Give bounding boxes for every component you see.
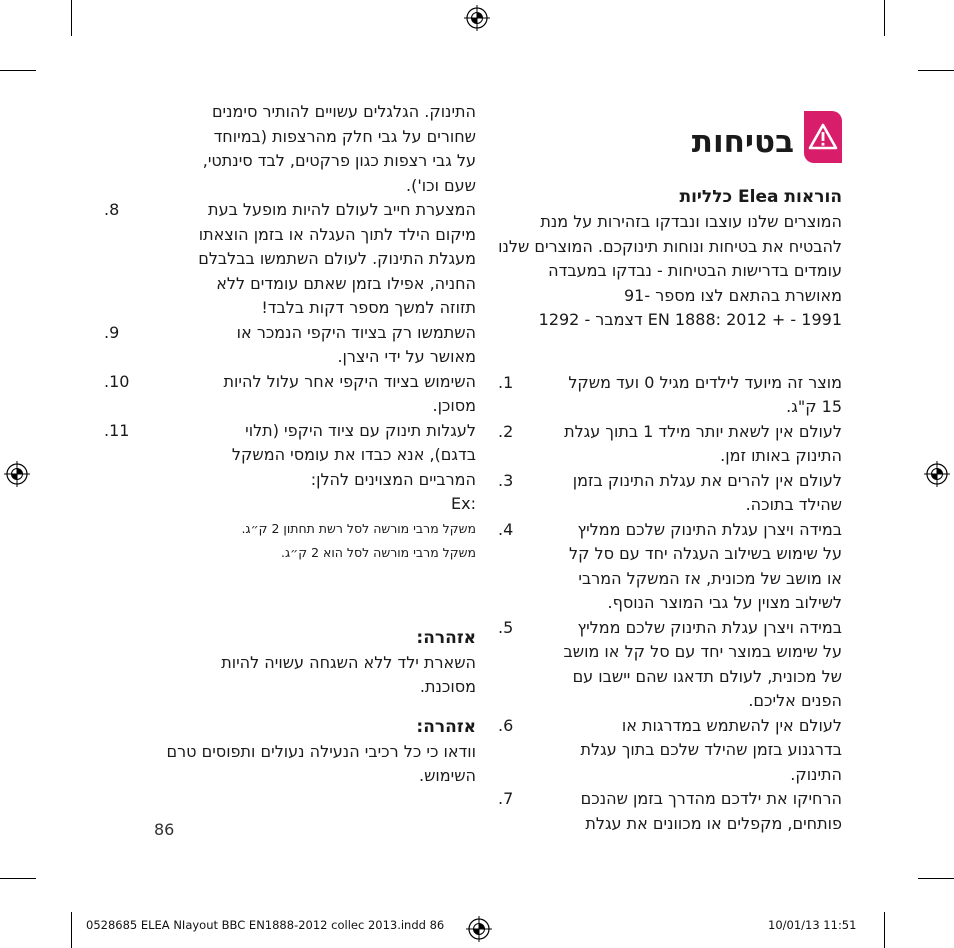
title-row [494,108,842,166]
list-item-text: לעגלות תינוק עם ציוד היקפי (תלוי בדגם), אנא כבדו את עומסי המשקל המרביים המצוינים להלן: [231,420,476,489]
crop-mark [884,0,885,36]
example-label: Ex: [451,494,476,513]
list-item-number: .4 [498,519,514,539]
footer-date-time: 10/01/13 11:51 [768,918,857,932]
footer-file-info: 0528685 ELEA NIayout BBC EN1888-2012 collec 2013.indd 86 [86,918,445,932]
list-item-text: במידה ויצרן עגלת התינוק שלכם ממליץ על שימוש במוצר יחד עם סל קל או מושב של מכונית, לעולם תדאגו שהם יישבו עם הפנים אליכם. [563,617,842,710]
list-item [494,714,842,788]
list-item-number: .6 [498,715,514,735]
crop-mark [0,878,36,879]
crop-mark [71,912,72,948]
list-item [494,787,842,836]
warning-text: וודאו כי כל רכיבי הנעילה נעולים ותפוסים טרם השימוש. [166,741,476,785]
weight-limit-line: משקל מרבי מורשה לסל הוא 2 ק״ג. [281,544,476,560]
warning-badge [804,111,842,163]
list-item-text: המצערת חייב לעולם להיות מופעל בעת מיקום הילד לתוך העגלה או בזמן הוצאתו מעגלת התינוק. לעולם השתמשו בבלבלם החניה, אפילו בזמן שאתם עומדים ללא תזוזה למשך מספר דקות בלבד! [198,200,476,317]
list-item-text: השתמשו רק בציוד היקפי הנמכר או מאושר על ידי היצרן. [236,322,476,366]
warning-heading: אזהרה: [416,627,476,648]
list-item [494,616,842,714]
list-item-text: השימוש בציוד היקפי אחר עלול להיות מסוכן. [223,371,476,415]
warning-triangle-icon [808,123,838,151]
list-item-number: .1 [498,372,514,392]
list-item [100,198,476,321]
registration-mark-icon [924,461,950,487]
warning-heading: אזהרה: [416,716,476,737]
list-item [494,371,842,420]
list-item [494,420,842,469]
list-item-number: .3 [498,470,514,490]
crop-mark [884,912,885,948]
list-item-number: .5 [498,617,514,637]
list-item-text: במידה ויצרן עגלת התינוק שלכם ממליץ על שימוש בשילוב העגלה יחד עם סל קל או מושב של מכונית, אז המשקל המרבי לשילוב מצוין על גבי המוצר הנוסף. [569,519,842,612]
list-item-number: .7 [498,789,514,808]
list-item-text: לעולם אין להשתמש במדרגות או בדרגנוע בזמן שהילד שלכם בתוך עגלת התינוק. [580,715,842,784]
list-item-number: .9 [104,322,120,342]
registration-mark-icon [4,461,30,487]
list-item-text: מוצר זה מיועד לילדים מגיל 0 ועד משקל 15 ק"ג. [568,372,842,416]
list-item-number: .10 [104,371,130,391]
left-column [100,100,476,789]
crop-mark [71,0,72,36]
list-item-text: הרחיקו את ילדכם מהדרך בזמן שהנכם פותחים, מקפלים או מכוונים את עגלת [580,789,842,833]
list-item [494,469,842,518]
page-title: בטיחות [691,124,794,160]
list-item [100,321,476,370]
registration-mark-icon [466,916,492,942]
warning-text: השארת ילד ללא השגחה עשויה להיות מסוכנת. [221,652,476,696]
section-subtitle: הוראות Elea כלליות [679,187,842,207]
crop-mark [0,70,36,71]
list-item [100,419,476,493]
weight-limit-line: משקל מרבי מורשה לסל רשת תחתון 2 ק״ג. [241,520,476,536]
list-item [494,518,842,616]
list-item-number: .2 [498,421,514,441]
continued-paragraph: התינוק. הגלגלים עשויים להותיר סימנים שחורים על גבי חלק מהרצפות (במיוחד על גבי רצפות כגון פרקטים, לבד סינתטי, שעם וכו'). [202,102,476,195]
right-column [494,100,842,836]
list-item-number: .8 [104,200,120,219]
intro-paragraph: המוצרים שלנו עוצבו ונבדקו בזהירות על מנת להבטיח את בטיחות ונוחות תינוקכם. המוצרים שלנו עומדים בדרישות הבטיחות - נבדקו במעבדה מאושרת בהתאם לצו מספר -91 EN 1888: 2012 + - 1991 דצמבר - 1292 [498,212,842,329]
list-item-text: לעולם אין לשאת יותר מילד 1 בתוך עגלת התינוק באותו זמן. [564,421,842,465]
crop-mark [918,70,954,71]
list-item-number: .11 [104,420,130,440]
page-number: 86 [154,820,175,839]
registration-mark-icon [464,5,490,31]
list-item-text: לעולם אין להרים את עגלת התינוק בזמן שהילד בתוכה. [572,470,842,514]
crop-mark [918,878,954,879]
list-item [100,370,476,419]
